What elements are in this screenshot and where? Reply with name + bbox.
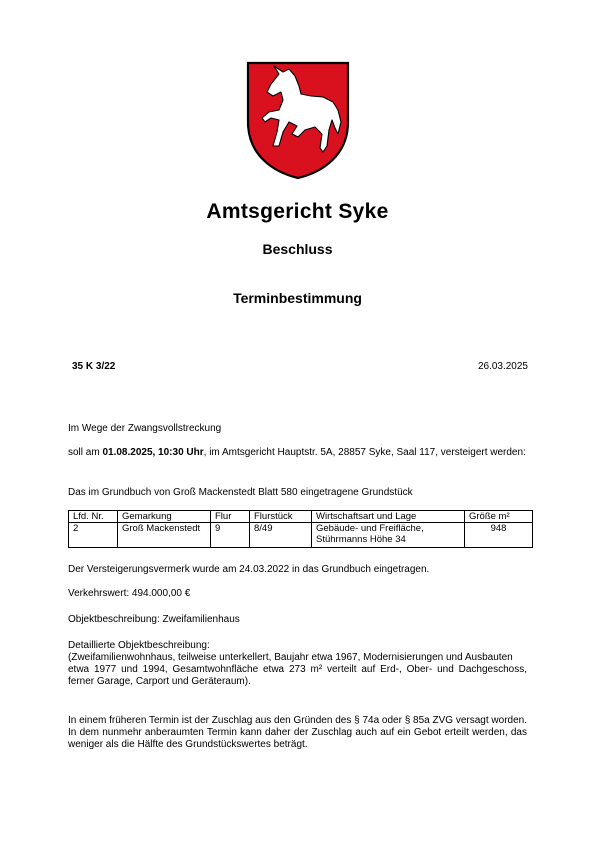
detailed-description-title: Detaillierte Objektbeschreibung: bbox=[68, 640, 210, 651]
cell-flurstueck: 8/49 bbox=[250, 523, 312, 548]
cell-groesse: 948 bbox=[465, 523, 533, 548]
column-header-gemarkung: Gemarkung bbox=[118, 511, 211, 523]
paragraph-auction-date bbox=[68, 447, 527, 459]
cell-nr: 2 bbox=[69, 523, 118, 548]
paragraph-auction-note: Der Versteigerungsvermerk wurde am 24.03.2022 in das Grundbuch eingetragen. bbox=[68, 564, 430, 575]
document-date: 26.03.2025 bbox=[477, 361, 528, 372]
auction-text-post: , im Amtsgericht Hauptstr. 5A, 28857 Syke, Saal 117, versteigert werden: bbox=[203, 447, 526, 458]
auction-text-pre: soll am bbox=[68, 447, 103, 458]
cell-flur: 9 bbox=[211, 523, 250, 548]
column-header-lage: Wirtschaftsart und Lage bbox=[312, 511, 465, 523]
cell-gemarkung: Groß Mackenstedt bbox=[118, 523, 211, 548]
paragraph-land-register: Das im Grundbuch von Groß Mackenstedt Blatt 580 eingetragene Grundstück bbox=[68, 487, 413, 498]
paragraph-intro: Im Wege der Zwangsvollstreckung bbox=[68, 423, 222, 434]
court-title: Amtsgericht Syke bbox=[206, 200, 389, 223]
case-number: 35 K 3/22 bbox=[72, 361, 116, 372]
column-header-flurstueck: Flurstück bbox=[250, 511, 312, 523]
paragraph-previous-hearing: In einem früheren Termin ist der Zuschlag aus den Gründen des § 74a oder § 85a ZVG versagt worden. In dem nunmehr anberaumten Termin kann daher der Zuschlag auch auf ein Gebot erteilt werden, das weniger als die Hälfte des Grundstückswertes beträgt. bbox=[68, 715, 527, 750]
auction-datetime: 01.08.2025, 10:30 Uhr bbox=[102, 447, 204, 458]
detailed-description-line-1: (Zweifamilienwohnhaus, teilweise unterkellert, Baujahr etwa 1967, Modernisierungen und Ausbauten bbox=[68, 652, 513, 663]
table-header-row bbox=[69, 511, 533, 523]
table-row bbox=[69, 523, 533, 548]
paragraph-market-value: Verkehrswert: 494.000,00 € bbox=[68, 588, 191, 599]
column-header-nr: Lfd. Nr. bbox=[69, 511, 118, 523]
detailed-description-line-2: etwa 1977 und 1994, Gesamtwohnfläche etwa 273 m² verteilt auf Erd-, Ober- und Dachgeschoss, ferner Garage, Carport und Geräteraum). bbox=[68, 664, 527, 687]
column-header-groesse: Größe m² bbox=[465, 511, 533, 523]
column-header-flur: Flur bbox=[211, 511, 250, 523]
parcel-table bbox=[68, 510, 533, 548]
document-type: Beschluss bbox=[262, 241, 333, 257]
lower-saxony-horse-crest-icon bbox=[245, 60, 351, 180]
cell-lage: Gebäude- und Freifläche, Stührmanns Höhe 34 bbox=[312, 523, 465, 548]
paragraph-object-description: Objektbeschreibung: Zweifamilienhaus bbox=[68, 614, 240, 625]
document-subject: Terminbestimmung bbox=[233, 290, 362, 306]
paragraph-detailed-description bbox=[68, 640, 527, 688]
